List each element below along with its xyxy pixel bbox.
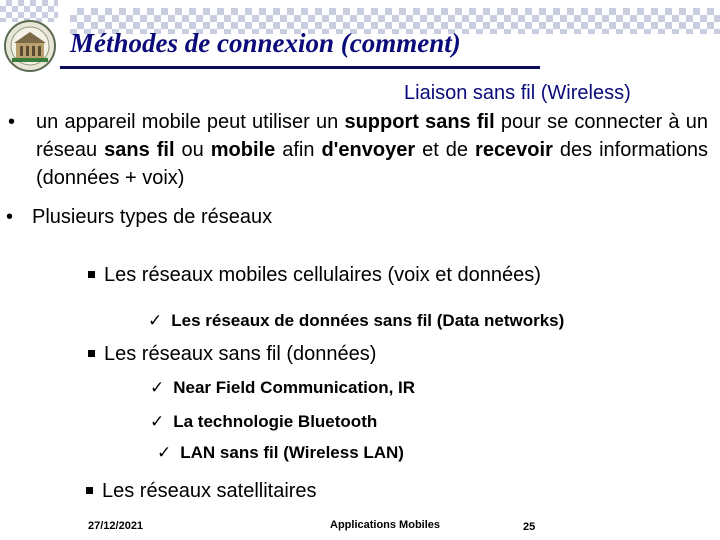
checkmark-icon: ✓ — [150, 378, 165, 397]
sub-item-label: Near Field Communication, IR — [173, 378, 416, 397]
network-item-cellular — [88, 264, 541, 287]
text-run: pour se connecter à un réseau — [36, 111, 708, 161]
building-logo-icon — [2, 18, 58, 74]
footer-date: 27/12/2021 — [88, 520, 144, 532]
square-bullet-icon — [86, 487, 93, 494]
footer-course-title: Applications Mobiles — [330, 519, 441, 531]
square-bullet-icon — [88, 350, 95, 357]
bullet-icon: • — [6, 206, 14, 228]
slide-subtitle: Liaison sans fil (Wireless) — [404, 82, 631, 104]
sub-item — [148, 311, 564, 331]
sub-item — [150, 412, 377, 432]
title-underline — [60, 66, 540, 69]
text-run: un appareil mobile peut utiliser un — [36, 111, 345, 133]
checkmark-icon: ✓ — [150, 412, 165, 431]
network-item-wireless — [88, 343, 376, 366]
sub-item — [157, 443, 404, 463]
network-label: Les réseaux mobiles cellulaires (voix et données) — [104, 264, 541, 286]
bullet-icon: • — [8, 111, 16, 133]
text-run: des informations (données + voix) — [36, 139, 709, 189]
network-types-heading — [6, 206, 273, 229]
network-item-satellite — [86, 480, 317, 503]
page-number: 25 — [523, 521, 536, 533]
text-run: et de — [415, 139, 476, 161]
sub-item-label: LAN sans fil (Wireless LAN) — [180, 443, 404, 462]
bold-run: mobile — [210, 139, 276, 161]
slide-title: Méthodes de connexion (comment) — [70, 28, 461, 58]
bold-run: d'envoyer — [321, 139, 416, 161]
text-run: afin — [275, 139, 322, 161]
checkmark-icon: ✓ — [157, 443, 172, 462]
heading-text: Plusieurs types de réseaux — [32, 206, 273, 228]
checkmark-icon: ✓ — [148, 311, 163, 330]
sub-item-label: Les réseaux de données sans fil (Data networks) — [171, 311, 565, 330]
network-label: Les réseaux satellitaires — [102, 480, 317, 502]
bold-run: recevoir — [475, 139, 553, 161]
network-label: Les réseaux sans fil (données) — [104, 343, 377, 365]
sub-item — [150, 378, 415, 398]
bold-run: sans fil — [104, 139, 175, 161]
bold-run: support sans fil — [344, 111, 495, 133]
intro-paragraph — [8, 108, 709, 192]
text-run: ou — [174, 139, 211, 161]
square-bullet-icon — [88, 271, 95, 278]
sub-item-label: La technologie Bluetooth — [173, 412, 378, 431]
